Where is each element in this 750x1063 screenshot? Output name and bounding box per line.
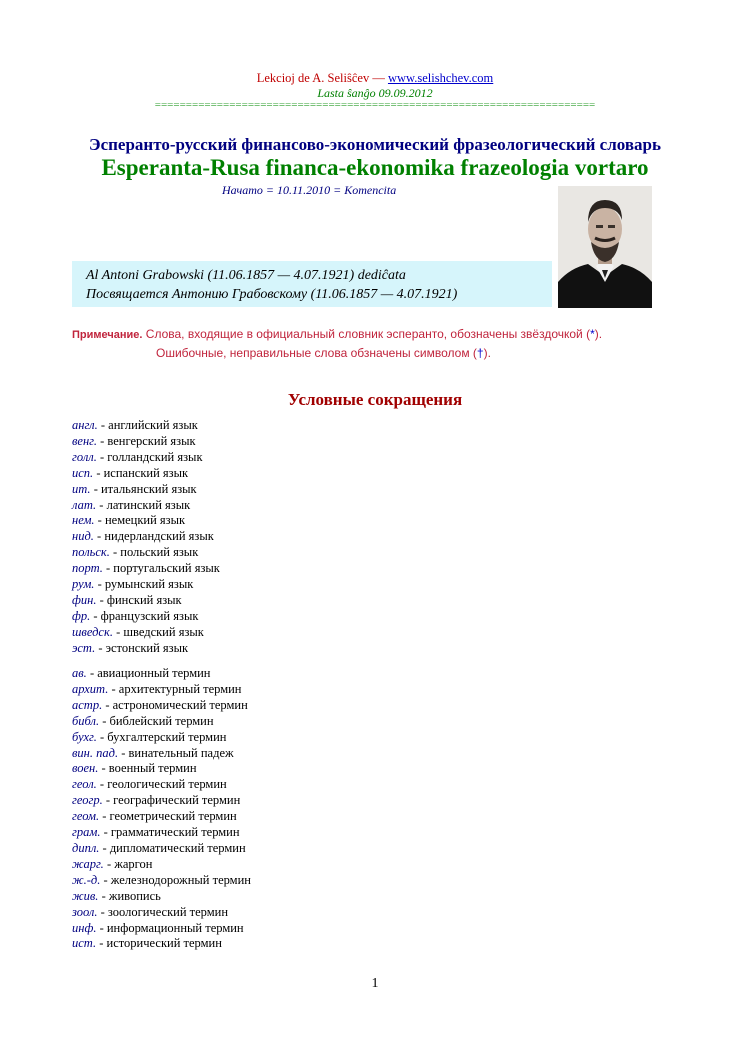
abbreviation-meaning: - португальский язык xyxy=(102,561,220,576)
asterisk-symbol: * xyxy=(590,327,595,341)
abbreviation-meaning: - геометрический термин xyxy=(99,809,237,824)
abbreviation-meaning: - астрономический термин xyxy=(102,697,248,712)
abbreviation-term: ист. xyxy=(72,936,97,951)
abbreviation-entry xyxy=(72,777,251,793)
abbreviation-term: порт. xyxy=(72,561,103,576)
abbreviation-term: зоол. xyxy=(72,904,98,919)
abbreviation-term: ж.-д. xyxy=(72,872,101,887)
page-number: 1 xyxy=(371,976,379,991)
abbreviation-entry xyxy=(72,746,251,762)
abbreviation-meaning: - винательный падеж xyxy=(118,745,234,760)
abbreviation-meaning: - грамматический термин xyxy=(100,825,240,840)
abbreviation-entry xyxy=(72,418,220,434)
abbreviation-entry xyxy=(72,761,251,777)
abbreviation-entry xyxy=(72,434,220,450)
dedication-russian: Посвящается Антонию Грабовскому (11.06.1857 — 4.07.1921) xyxy=(86,287,458,302)
started-date: Начато = 10.11.2010 = Komencita xyxy=(222,183,397,197)
abbreviation-term: геом. xyxy=(72,809,100,824)
abbreviation-meaning: - эстонский язык xyxy=(95,640,189,655)
abbreviation-term: исп. xyxy=(72,465,94,480)
header-credit xyxy=(0,71,750,86)
abbreviation-entry xyxy=(72,625,220,641)
note-text-2: Ошибочные, неправильные слова обзначены символом ( xyxy=(156,346,477,360)
note-line-2 xyxy=(72,344,602,362)
abbreviation-term: нид. xyxy=(72,529,94,544)
abbreviation-term: воен. xyxy=(72,761,99,776)
abbreviation-entry xyxy=(72,809,251,825)
title-esperanto: Esperanta-Rusa financa-ekonomika frazeologia vortaro xyxy=(101,155,649,180)
abbreviation-term: геол. xyxy=(72,777,97,792)
languages-list xyxy=(72,418,220,657)
abbreviation-entry xyxy=(72,561,220,577)
abbreviation-entry xyxy=(72,793,251,809)
abbreviation-entry xyxy=(72,577,220,593)
abbreviation-term: библ. xyxy=(72,713,100,728)
abbreviation-term: архит. xyxy=(72,681,109,696)
abbreviation-entry xyxy=(72,482,220,498)
abbreviation-meaning: - бухгалтерский термин xyxy=(96,729,227,744)
abbreviation-term: грам. xyxy=(72,825,101,840)
abbreviation-meaning: - румынский язык xyxy=(94,577,194,592)
abbreviation-entry xyxy=(72,513,220,529)
abbreviation-meaning: - зоологический термин xyxy=(97,904,229,919)
last-change-date: Lasta ŝanĝo 09.09.2012 xyxy=(317,86,433,100)
abbreviation-meaning: - железнодорожный термин xyxy=(100,872,251,887)
abbreviation-meaning: - геологический термин xyxy=(96,777,227,792)
abbreviation-meaning: - информационный термин xyxy=(96,920,244,935)
abbreviation-term: нем. xyxy=(72,513,95,528)
separator-line: ======================================================================= xyxy=(154,99,596,111)
abbreviation-term: польск. xyxy=(72,545,110,560)
terms-list xyxy=(72,666,251,952)
abbreviation-entry xyxy=(72,545,220,561)
abbreviation-meaning: - голландский язык xyxy=(96,449,203,464)
site-link[interactable]: www.selishchev.com xyxy=(387,71,494,85)
abbreviation-meaning: - библейский термин xyxy=(99,713,214,728)
dedication-box xyxy=(72,261,552,307)
dagger-symbol: † xyxy=(476,346,484,360)
abbreviation-entry xyxy=(72,666,251,682)
abbreviation-entry xyxy=(72,873,251,889)
abbreviation-entry xyxy=(72,905,251,921)
abbreviation-meaning: - итальянский язык xyxy=(90,481,197,496)
abbreviation-meaning: - венгерский язык xyxy=(97,433,196,448)
abbreviation-term: лат. xyxy=(72,497,97,512)
abbreviation-term: эст. xyxy=(72,640,96,655)
abbreviation-entry xyxy=(72,593,220,609)
abbreviation-meaning: - исторический термин xyxy=(96,936,222,951)
note-label: Примечание. xyxy=(72,329,143,341)
abbreviation-meaning: - немецкий язык xyxy=(94,513,186,528)
abbreviation-entry xyxy=(72,921,251,937)
abbreviation-meaning: - географический термин xyxy=(102,793,241,808)
abbreviation-entry xyxy=(72,641,220,657)
header-author: Lekcioj de A. Seliŝĉev — xyxy=(256,71,388,85)
abbreviation-entry xyxy=(72,841,251,857)
abbreviation-meaning: - военный термин xyxy=(98,761,197,776)
dedication-esperanto: Al Antoni Grabowski (11.06.1857 — 4.07.1921) dediĉata xyxy=(86,268,406,283)
abbreviation-term: вин. пад. xyxy=(72,745,119,760)
abbreviation-entry xyxy=(72,450,220,466)
abbreviation-entry xyxy=(72,714,251,730)
abbreviation-term: англ. xyxy=(72,418,98,432)
abbreviation-meaning: - жаргон xyxy=(103,856,153,871)
note-text-1: Слова, входящие в официальный словник эсперанто, обозначены звёздочкой ( xyxy=(142,327,591,341)
abbreviation-entry xyxy=(72,698,251,714)
abbreviation-term: рум. xyxy=(72,577,95,592)
abbreviation-meaning: - польский язык xyxy=(109,545,199,560)
abbreviation-term: ит. xyxy=(72,481,91,496)
abbreviation-term: жив. xyxy=(72,888,99,903)
abbreviation-meaning: - архитектурный термин xyxy=(108,681,242,696)
abbreviation-entry xyxy=(72,936,251,952)
abbreviation-term: бухг. xyxy=(72,729,97,744)
abbreviation-meaning: - французский язык xyxy=(90,608,199,623)
abbreviation-meaning: - финский язык xyxy=(96,592,182,607)
abbreviation-term: геогр. xyxy=(72,793,103,808)
abbreviation-term: жарг. xyxy=(72,856,104,871)
portrait-photo xyxy=(558,186,652,308)
abbreviation-entry xyxy=(72,609,220,625)
abbreviation-term: фр. xyxy=(72,608,91,623)
abbreviation-term: ав. xyxy=(72,666,87,680)
note-line-1 xyxy=(72,325,602,344)
abbreviation-meaning: - шведский язык xyxy=(112,624,204,639)
abbreviation-entry xyxy=(72,857,251,873)
abbreviation-entry xyxy=(72,498,220,514)
abbreviation-entry xyxy=(72,825,251,841)
abbreviation-term: голл. xyxy=(72,449,97,464)
abbreviation-term: венг. xyxy=(72,433,98,448)
abbreviation-meaning: - авиационный термин xyxy=(86,666,211,680)
abbreviation-meaning: - английский язык xyxy=(97,418,198,432)
abbreviation-meaning: - дипломатический термин xyxy=(99,840,246,855)
abbreviation-term: фин. xyxy=(72,592,97,607)
abbreviation-entry xyxy=(72,529,220,545)
abbreviations-heading: Условные сокращения xyxy=(287,390,463,409)
abbreviation-term: шведск. xyxy=(72,624,113,639)
abbreviation-entry xyxy=(72,889,251,905)
abbreviation-term: астр. xyxy=(72,697,103,712)
abbreviation-meaning: - живопись xyxy=(98,888,161,903)
note-end-1: ). xyxy=(594,327,603,341)
abbreviation-entry xyxy=(72,466,220,482)
abbreviation-entry xyxy=(72,682,251,698)
title-russian: Эсперанто-русский финансово-экономический фразеологический словарь xyxy=(89,135,661,154)
abbreviation-meaning: - испанский язык xyxy=(93,465,189,480)
abbreviation-meaning: - латинский язык xyxy=(96,497,191,512)
abbreviation-meaning: - нидерландский язык xyxy=(93,529,214,544)
note-block xyxy=(72,325,602,362)
note-end-2: ). xyxy=(483,346,491,360)
abbreviation-term: дипл. xyxy=(72,840,100,855)
abbreviation-entry xyxy=(72,730,251,746)
abbreviation-term: инф. xyxy=(72,920,97,935)
